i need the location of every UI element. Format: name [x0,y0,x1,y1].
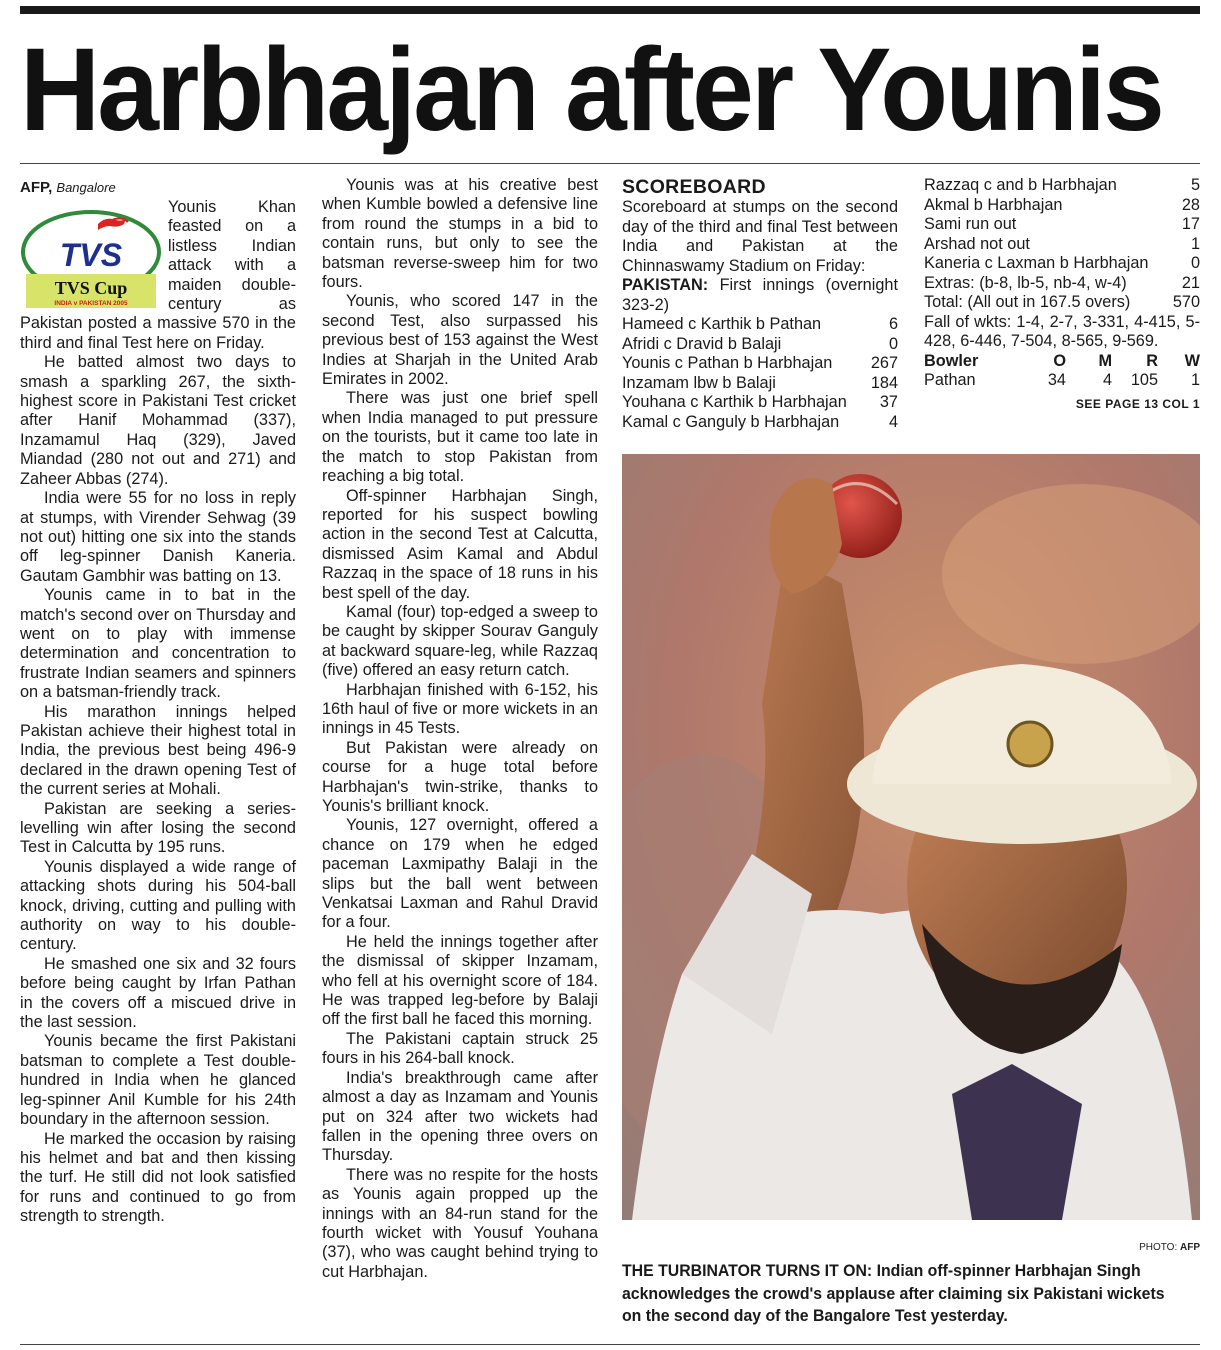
bowling-header-cell: O [1053,351,1066,370]
photo-caption [622,1260,1177,1328]
batsman: Youhana c Karthik b Harbhajan [622,393,847,411]
batsman: Afridi c Dravid b Balaji [622,334,782,353]
bowling-header-cell: R [1146,351,1158,370]
runs: 28 [1181,195,1200,214]
bowling-cell: Pathan [924,371,976,389]
batting-row [924,215,1200,235]
caption-lead: THE TURBINATOR TURNS IT ON: [622,1262,873,1280]
batsman: Akmal b Harbhajan [924,195,1063,214]
batsman: Sami run out [924,215,1017,233]
batsman: Kamal c Ganguly b Harbhajan [622,412,840,431]
article-paragraph: Younis was at his creative best when Kumble bowled a defensive line from round the stumps in a bid to contain runs, but only to see the batsman reverse-sweep him for two fours. [322,176,598,292]
article-paragraph: Pakistan are seeking a series-levelling win after losing the second Test in Calcutta by 195 runs. [20,799,296,857]
runs: 184 [870,373,898,392]
headline-rule [20,163,1200,164]
article-paragraph: His marathon innings helped Pakistan achieve their highest total in India, the previous best being 496-9 declared in the drawn opening Test of the current series at Mohali. [20,702,296,799]
runs: 0 [1190,254,1200,272]
runs: 17 [1181,215,1200,233]
bowling-header-cell: M [1098,351,1112,370]
fall-of-wickets: Fall of wkts: 1-4, 2-7, 3-331, 4-415, 5-428, 6-446, 7-504, 8-565, 9-569. [924,312,1200,350]
article-lead-paragraph: Younis Khan feasted on a listless Indian attack with a maiden double-century as Pakistan posted a massive 570 in the third and final Test here on Friday. [20,198,296,352]
logo-brand: TVS [59,237,123,273]
runs: 6 [888,315,898,333]
tvs-cup-logo [20,208,162,310]
top-rule [20,6,1200,14]
credit-source: AFP [1180,1242,1200,1253]
article-paragraph: He smashed one six and 32 fours before being caught by Irfan Pathan in the covers off a miscued drive in the last session. [20,954,296,1032]
batting-row [924,254,1200,274]
total-value: 570 [1172,293,1200,311]
article-paragraph: The Pakistani captain struck 25 fours in his 264-ball knock. [322,1029,598,1068]
runs: 267 [870,354,898,372]
article-paragraph: But Pakistan were already on course for a huge total before Harbhajan's twin-strike, thanks to Younis's brilliant knock. [322,738,598,815]
bowling-header [924,352,1200,372]
scoreboard-right [924,176,1200,414]
caption-text: Indian off-spinner Harbhajan Singh acknowledges the crowd's applause after claiming six Pakistani wickets on the second day of the Bangalore Test yesterday. [622,1262,1165,1325]
byline-agency: AFP, [20,179,53,196]
batting-row [622,335,898,355]
batting-row [622,413,898,433]
article-paragraph: Younis displayed a wide range of attacking shots during his 504-ball knock, driving, cutting and pulling with authority on way to his double-century. [20,857,296,954]
batsman: Arshad not out [924,234,1030,253]
article-paragraph: India were 55 for no loss in reply at stumps, with Virender Sehwag (39 not out) hitting one six into the stands off leg-spinner Danish Kaneria. Gautam Gambhir was batting on 13. [20,489,296,585]
batting-row [622,393,898,413]
article-paragraph: Younis, who scored 147 in the second Test, also surpassed his previous best of 153 against the West Indies at Sharjah in the United Arab Emirates in 2002. [322,292,598,389]
extras-label: Extras: (b-8, lb-5, nb-4, w-4) [924,273,1127,292]
logo-sub: INDIA v PAKISTAN 2005 [54,300,128,307]
logo-name: TVS Cup [54,278,128,298]
photo-credit [1040,1242,1200,1253]
article-paragraph: He batted almost two days to smash a sparkling 267, the sixth-highest score in Pakistani Test cricket after Hanif Mohammad (337), Inzamamul Haq (329), Javed Miandad (280 not out and 271) and Zaheer Abbas (274). [20,353,296,488]
article-paragraph: Harbhajan finished with 6-152, his 16th haul of five or more wickets in an innings in 45 Tests. [322,680,598,738]
bowling-cell: 4 [1102,371,1112,389]
bowling-header-cell: Bowler [924,351,979,370]
article-paragraph: Off-spinner Harbhajan Singh, reported for his suspect bowling action in the second Test at Calcutta, dismissed Asim Kamal and Abdul Razzaq in the space of 18 runs in his best spell of the day. [322,486,598,602]
headline: Harbhajan after Younis [20,24,1162,156]
scoreboard-intro: Scoreboard at stumps on the second day of the third and final Test between India and Pakistan at the Chinnaswamy Stadium on Friday: [622,198,898,275]
batting-row [622,315,898,335]
scoreboard-team-rest: First innings (overnight 323-2) [622,276,898,314]
extras-value: 21 [1181,273,1200,292]
article-paragraph: Kamal (four) top-edged a sweep to be caught by skipper Sourav Ganguly at backward square-leg, while Razzaq (five) offered an easy return catch. [322,602,598,680]
bowling-header-cell: W [1184,351,1200,370]
batting-row [924,176,1200,196]
runs: 0 [888,334,898,353]
see-page-note: SEE PAGE 13 COL 1 [1075,396,1200,411]
extras-row [924,274,1200,294]
bowling-row [924,371,1200,391]
total-row [924,293,1200,313]
batting-row [924,235,1200,255]
article-paragraph: There was no respite for the hosts as Younis again propped up the innings with an 84-run stand for the fourth wicket with Yousuf Youhana (37), who was caught behind trying to cut Harbhajan. [322,1165,598,1281]
article-paragraph: There was just one brief spell when India managed to put pressure on the tourists, but it came too late in the match to stop Pakistan from reaching a big total. [322,389,598,486]
scoreboard-left [622,176,898,432]
article-paragraph: Younis came in to bat in the match's second over on Thursday and went on to play with immense determination and concentration to frustrate Indian seamers and spinners on a batsman-friendly track. [20,586,296,702]
article-paragraph: He marked the occasion by raising his helmet and bat and then kissing the turf. He still did not look satisfied for runs and continued to go from strength to strength. [20,1129,296,1226]
article-paragraph: India's breakthrough came after almost a day as Inzamam and Younis put on 324 after two wickets had fallen in the opening three overs on Thursday. [322,1068,598,1165]
batsman: Inzamam lbw b Balaji [622,373,776,392]
batsman: Younis c Pathan b Harbhajan [622,354,833,372]
batsman: Razzaq c and b Harbhajan [924,176,1117,194]
bowling-cell: 1 [1190,371,1200,389]
byline [20,178,296,198]
runs: 37 [879,393,898,411]
article-column-1 [20,178,296,1227]
article-column-2 [322,176,598,1282]
bottom-rule [20,1344,1200,1345]
total-label: Total: (All out in 167.5 overs) [924,293,1131,311]
batting-row [622,354,898,374]
batsman: Kaneria c Laxman b Harbhajan [924,254,1149,272]
runs: 5 [1190,176,1200,194]
runs: 4 [888,412,898,431]
runs: 1 [1190,234,1200,253]
article-paragraph: He held the innings together after the dismissal of skipper Inzamam, who fell at his overnight score of 184. He was trapped leg-before by Balaji off the first ball he faced this morning. [322,932,598,1029]
credit-label: PHOTO: [1139,1242,1178,1253]
batting-row [924,196,1200,216]
article-paragraph: Younis became the first Pakistani batsman to complete a Test double-hundred in India when he glanced leg-spinner Anil Kumble for his 24th boundary in the afternoon session. [20,1032,296,1129]
batting-row [622,374,898,394]
byline-location: Bangalore [56,180,116,195]
scoreboard-team-line [622,276,898,315]
photo-harbhajan [622,454,1200,1220]
article-paragraph: Younis, 127 overnight, offered a chance on 179 when he edged paceman Laxmipathy Balaji in the slips but the ball went between Venkatsai Laxman and Rahul Dravid for a four. [322,816,598,932]
scoreboard-team-label: PAKISTAN: [622,276,709,294]
bowling-cell: 34 [1047,371,1066,389]
bowling-cell: 105 [1130,371,1158,389]
scoreboard-title: SCOREBOARD [622,176,766,198]
batsman: Hameed c Karthik b Pathan [622,315,822,333]
